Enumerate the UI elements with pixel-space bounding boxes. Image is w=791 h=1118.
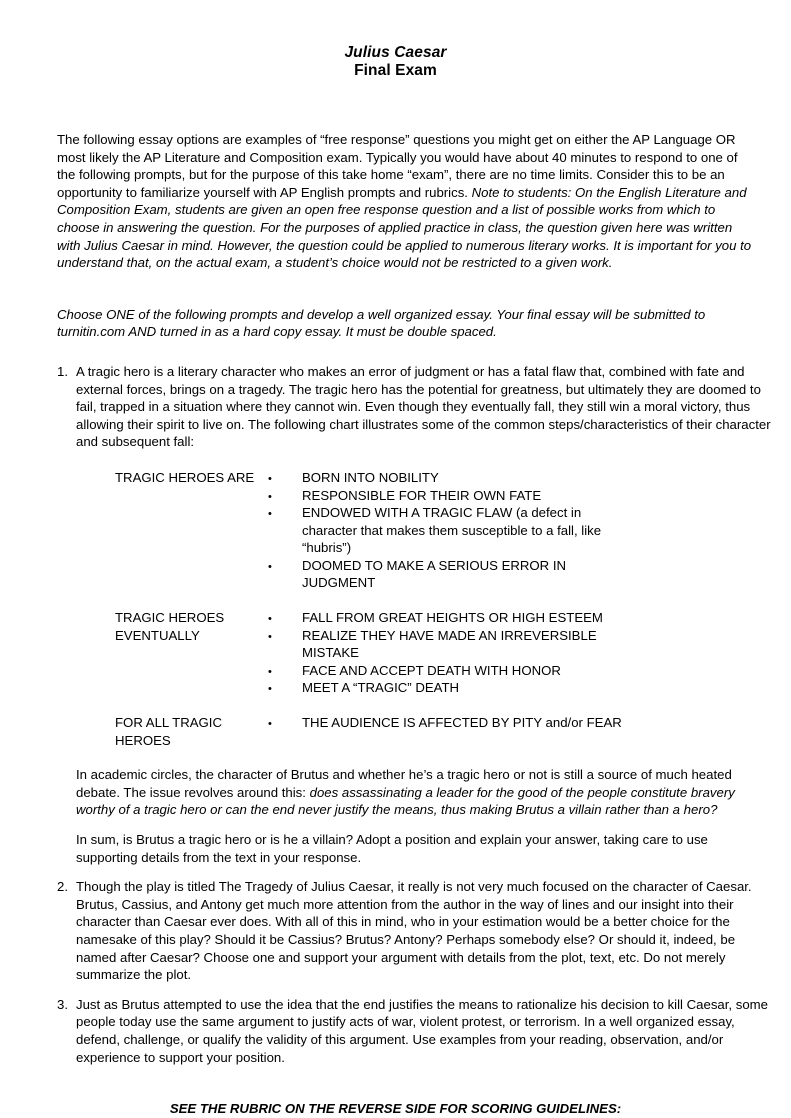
prompt-item-2	[57, 878, 779, 984]
list-item	[268, 609, 632, 627]
list-item	[268, 504, 632, 557]
list-item-label: MEET A “TRAGIC” DEATH	[302, 680, 460, 696]
spacer	[57, 272, 761, 306]
intro-italic-note: Note to students: On the English Literature and Composition Exam, students are given an open free response question and a list of possible works from which to choose in answering the question. For the purposes of applied practice in class, the question given here was written with Julius Caesar in mind. However, the question could be applied to numerous literary works. It is important for you to understand that, on the actual exam, a student’s choice would not be restricted to a given work.	[57, 184, 752, 271]
brutus-debate-italic-question: does assassinating a leader for the good of the people constitute bravery worthy of a tragic hero or can the end never justify the means, thus making Brutus a villain rather than a hero?	[76, 784, 735, 818]
page-title: Julius Caesar	[344, 44, 447, 61]
list-item	[268, 627, 632, 662]
bullet-icon	[268, 504, 286, 524]
prompt-text-1: A tragic hero is a literary character who makes an error of judgment or has a fatal flaw that, combined with fate and external forces, brings on a tragedy. The tragic hero has the potential for greatness, but ultimately they are doomed to fail, trapped in a situation where they cannot win. Even though they eventually fall, they still win a moral victory, thus allowing their spirit to live on. The following chart illustrates some of the common steps/characteristics of their character and subsequent fall:	[76, 363, 771, 450]
list-item	[268, 557, 632, 592]
list-item-label: RESPONSIBLE FOR THEIR OWN FATE	[302, 487, 542, 503]
chart-group-bullets	[268, 469, 761, 592]
prompt-number-1: 1.	[57, 363, 68, 379]
brutus-summary-paragraph: In sum, is Brutus a tragic hero or is he a villain? Adopt a position and explain your answer, taking care to use supporting details from the text in your response.	[76, 832, 708, 865]
page-subtitle: Final Exam	[354, 62, 437, 79]
brutus-debate-roman-text: In academic circles, the character of Brutus and whether he’s a tragic hero or not is still a source of much heated debate. The issue revolves around this:	[76, 767, 732, 800]
list-item-label: DOOMED TO MAKE A SERIOUS ERROR IN JUDGMENT	[302, 557, 567, 591]
bullet-icon	[268, 557, 286, 577]
prompt-text-3: Just as Brutus attempted to use the idea that the end justifies the means to rationalize his decision to kill Caesar, some people today use the same argument to justify acts of war, violent protest, or terrorism. In a well organized essay, defend, challenge, or qualify the validity of this argument. Use examples from your reading, observation, and/or experience to support your position.	[76, 996, 768, 1065]
intro-paragraph	[57, 131, 757, 272]
list-item	[268, 469, 632, 487]
chart-group-label: TRAGIC HEROES ARE	[115, 469, 255, 485]
list-item	[268, 487, 632, 505]
chart-group-label: FOR ALL TRAGIC HEROES	[115, 715, 222, 748]
list-item	[268, 714, 702, 732]
spacer	[57, 1066, 761, 1100]
spacer	[57, 866, 761, 878]
chart-group-bullets	[268, 609, 761, 697]
brutus-debate-paragraph	[76, 766, 760, 819]
chart-group-bullets	[268, 714, 761, 732]
prompt-text-2: Though the play is titled The Tragedy of Julius Caesar, it really is not very much focused on the character of Caesar. Brutus, Cassius, and Antony get much more attention from the author in the way of lines and our insight into their character than Caesar ever does. With all of this in mind, who in your estimation would be a better choice for the namesake of this play? Should it be Cassius? Brutus? Antony? Perhaps somebody else? Or should it, indeed, be named after Caesar? Choose one and support your argument with details from the plot, text, etc. Do not merely summarize the plot.	[76, 879, 752, 983]
spacer	[57, 341, 761, 363]
list-item-label: REALIZE THEY HAVE MADE AN IRREVERSIBLE MISTAKE	[302, 627, 597, 661]
instruction-paragraph: Choose ONE of the following prompts and develop a well organized essay. Your final essay will be submitted to turnitin.com AND turned in as a hard copy essay. It must be double spaced.	[57, 306, 706, 340]
list-item-label: FACE AND ACCEPT DEATH WITH HONOR	[302, 662, 561, 678]
spacer	[57, 80, 761, 114]
tragic-hero-chart	[115, 469, 761, 749]
list-item-label: THE AUDIENCE IS AFFECTED BY PITY and/or FEAR	[302, 715, 622, 731]
chart-group	[115, 714, 761, 749]
prompt-number-2: 2.	[57, 879, 68, 895]
bullet-icon	[268, 679, 286, 699]
list-item	[268, 662, 632, 680]
chart-group	[115, 609, 761, 697]
chart-group	[115, 469, 761, 592]
list-item-label: BORN INTO NOBILITY	[302, 469, 439, 485]
prompt-item-3	[57, 996, 779, 1066]
list-item-label: ENDOWED WITH A TRAGIC FLAW (a defect in character that makes them susceptible to a fall, like “hubris”)	[302, 505, 602, 556]
list-item-label: FALL FROM GREAT HEIGHTS OR HIGH ESTEEM	[302, 610, 603, 626]
spacer	[57, 984, 761, 996]
footer-note: SEE THE RUBRIC ON THE REVERSE SIDE FOR SCORING GUIDELINES:	[169, 1101, 622, 1117]
intro-roman-text: The following essay options are examples of “free response” questions you might get on either the AP Language OR most likely the AP Literature and Composition exam. Typically you would have about 40 minutes to respond to one of the following prompts, but for the purpose of this take home “exam”, there are no time limits. Consider this to be an opportunity to familiarize yourself with AP English prompts and rubrics.	[57, 132, 738, 200]
list-item	[268, 679, 632, 697]
bullet-icon	[268, 627, 286, 647]
prompt-number-3: 3.	[57, 996, 68, 1012]
prompt-item-1	[57, 363, 779, 451]
bullet-icon	[268, 714, 286, 734]
spacer	[57, 819, 761, 831]
chart-group-label: TRAGIC HEROES EVENTUALLY	[115, 610, 225, 643]
document-title-block	[57, 44, 761, 80]
